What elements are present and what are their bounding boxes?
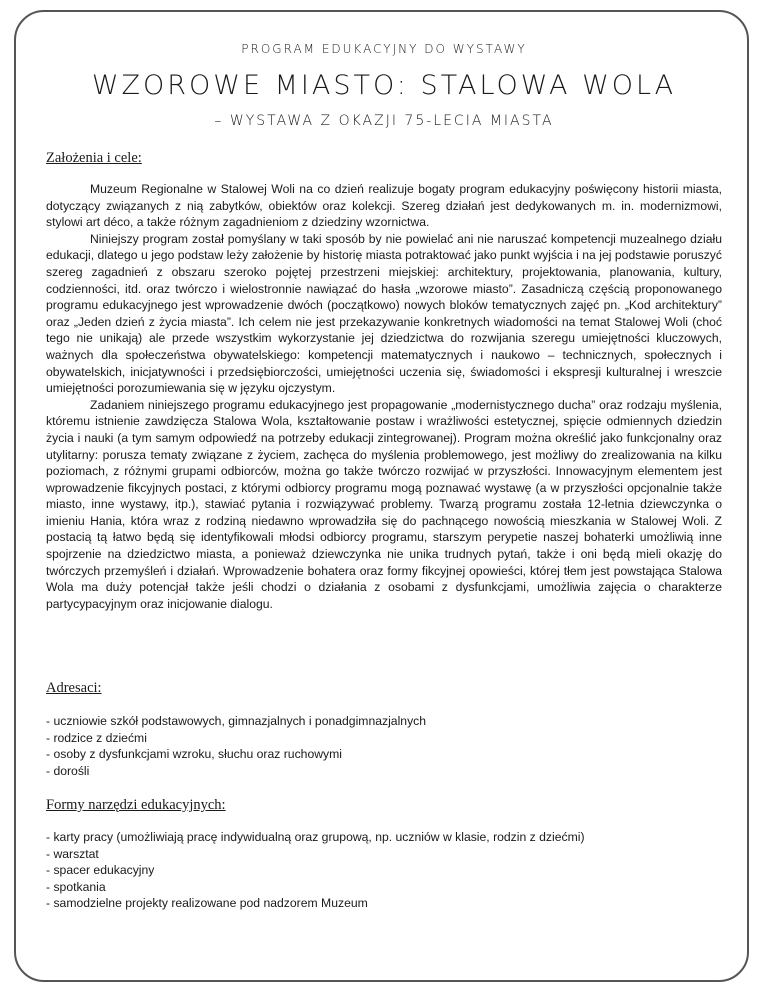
header-subtitle: – WYSTAWA Z OKAZJI 75-LECIA MIASTA [214, 113, 554, 129]
list-item: - samodzielne projekty realizowane pod nadzorem Muzeum [46, 896, 368, 911]
list-item: - uczniowie szkół podstawowych, gimnazjalnych i ponadgimnazjalnych [46, 714, 427, 728]
paragraph: Muzeum Regionalne w Stalowej Woli na co dzień realizuje bogaty program edukacyjny poświęcony historii miasta, dotyczący związanych z nią zabytków, obiektów oraz kolekcji. Szereg działań jest dedykowanych m. in. modernizmowi, stylowi art déco, a także różnym zagadnieniom z dziedziny wzornictwa. [46, 182, 722, 230]
list-item: - rodzice z dziećmi [46, 730, 147, 745]
section-title-goals: Założenia i cele: [46, 150, 142, 166]
paragraph: Zadaniem niniejszego programu edukacyjnego jest propagowanie „modernistycznego ducha” oraz rodzaju myślenia, któremu istnienie zawdzięcza Stalowa Wola, kształtowanie postaw i wrażliwości estetycznej, spięcie odmiennych dziedzin życia i nauki (a tym samym odpowiedź na potrzeby edukacji zintegrowanej). Program można określić jako funkcjonalny oraz utylitarny: porusza tematy związane z życiem, zachęca do myślenia problemowego, jest możliwy do zrealizowania na kilku poziomach, z różnymi grupami odbiorców, można go także twórczo rozwijać w przyszłości. Innowacyjnym elementem jest wprowadzenie fikcyjnych postaci, z którymi odbiorcy programu mogą poznawać wystawę (a w przyszłości opcjonalnie także miasto, inne wystawy, itp.), stawiać pytania i rozwiązywać problemy. Twarzą programu została 12-letnia dziewczynka o imieniu Hania, która wraz z rodziną niedawno wprowadziła się do pachnącego nowością mieszkania w Stalowej Woli. Z postacią tą łatwo będą się identyfikowali młodsi odbiorcy programu, starszym perypetie naszej bohaterki umożliwią inne spojrzenie na dziedzictwo miasta, a ponieważ dziewczynka nie unika trudnych pytań, także i oni będą mieli okazję do twórczych przemyśleń i działań. Wprowadzenie bohatera oraz formy fikcyjnej opowieści, której tłem jest powstająca Stalowa Wola ma duży potencjał także jeśli chodzi o działania z osobami z dysfunkcjami, umożliwia zajęcia o charakterze partycypacyjnym oraz inicjowanie dialogu. [46, 397, 722, 611]
tools-list [46, 829, 722, 912]
page-title: WZOROWE MIASTO: STALOWA WOLA [91, 70, 677, 101]
section-title-audience: Adresaci: [46, 680, 102, 696]
section-title-tools: Formy narzędzi edukacyjnych: [46, 797, 226, 813]
list-item: - osoby z dysfunkcjami wzroku, słuchu oraz ruchowymi [46, 747, 342, 762]
list-item: - spacer edukacyjny [46, 863, 155, 878]
list-item: - dorośli [46, 763, 90, 778]
list-item: - karty pracy (umożliwiają pracę indywidualną oraz grupową, np. uczniów w klasie, rodzin z dziećmi) [46, 830, 585, 844]
list-item: - warsztat [46, 846, 99, 861]
goals-content [46, 181, 722, 612]
list-item: - spotkania [46, 879, 106, 894]
audience-list [46, 713, 722, 779]
paragraph: Niniejszy program został pomyślany w taki sposób by nie powielać ani nie naruszać kompetencji muzealnego działu edukacji, dlatego u jego podstaw leży założenie by historię miasta potraktować jako punkt wyjścia i na jej podstawie poruszyć szereg zagadnień z obszaru szeroko pojętej przestrzeni miejskiej: architektury, projektowania, planowania, kultury, codzienności, itd. oraz twórczo i wielostronnie nawiązać do hasła „wzorowe miasto”. Zasadniczą częścią proponowanego programu edukacyjnego jest wprowadzenie dwóch (początkowo) nowych bloków tematycznych zajęć pn. „Kod architektury” oraz „Jeden dzień z życia miasta”. Ich celem nie jest przekazywanie konkretnych wiadomości na temat Stalowej Woli (choć tego nie unikają) ale przede wszystkim wykorzystanie jej dziedzictwa do rozwijania szeregu umiejętności kluczowych, ważnych dla społeczeństwa obywatelskiego: kompetencji matematycznych i naukowo – technicznych, społecznych i obywatelskich, inicjatywności i przedsiębiorczości, umiejętności uczenia się, świadomości i ekspresji kulturalnej i wreszcie umiejętności porozumiewania się w języku ojczystym. [46, 231, 722, 396]
header-supertitle: PROGRAM EDUKACYJNY DO WYSTAWY [241, 42, 527, 56]
